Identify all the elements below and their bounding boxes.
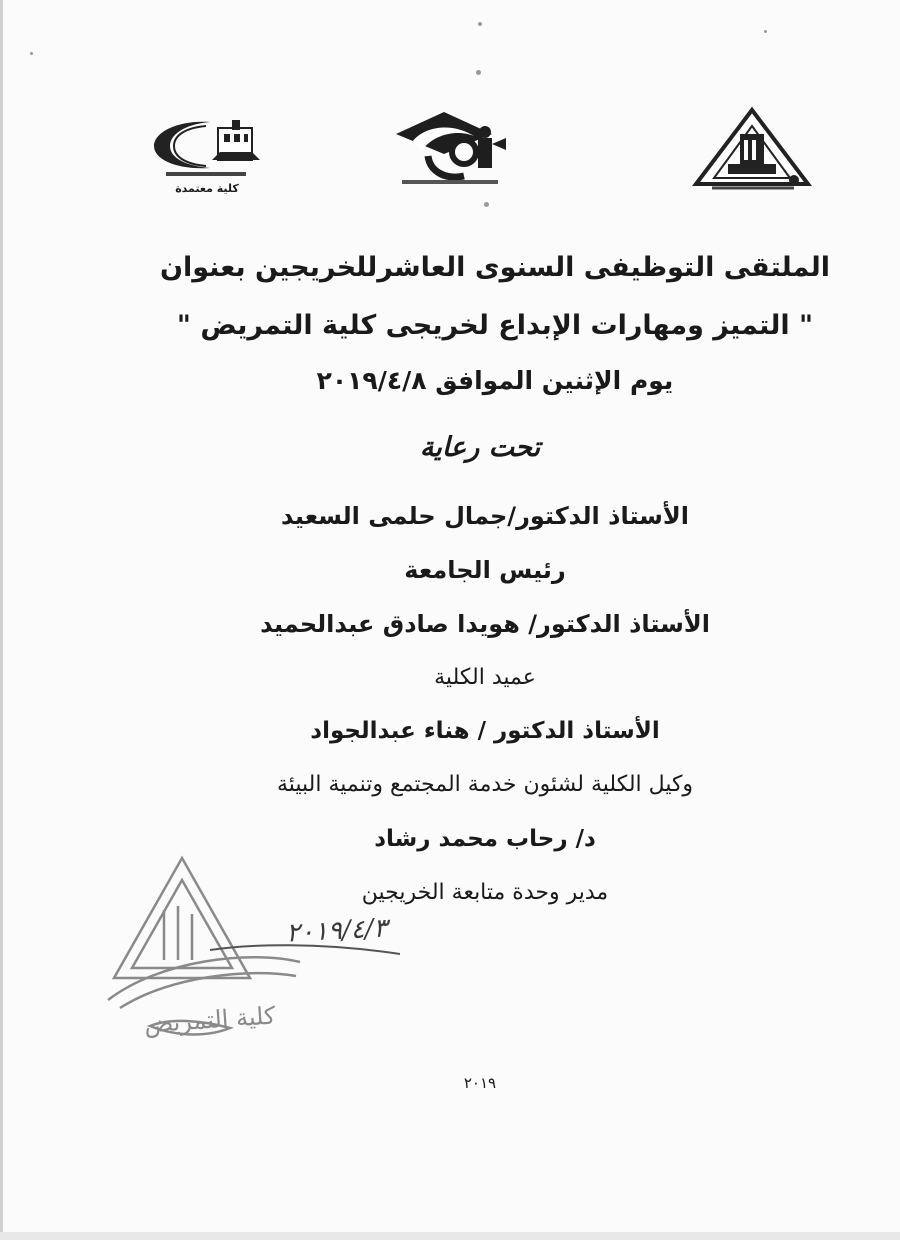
university-logo bbox=[690, 104, 814, 196]
nursing-faculty-logo bbox=[148, 112, 278, 204]
benha-university-triangle-logo-icon bbox=[690, 104, 814, 196]
scan-speck bbox=[30, 52, 33, 55]
scan-speck bbox=[764, 30, 767, 33]
patron-name: الأستاذ الدكتور/ هويدا صادق عبدالحميد bbox=[260, 610, 710, 638]
scan-edge bbox=[0, 1232, 900, 1240]
faculty-stamp bbox=[100, 850, 440, 1050]
footer-year: ٢٠١٩ bbox=[463, 1074, 497, 1092]
accredited-faculty-caption: كلية معتمدة bbox=[175, 182, 239, 195]
event-theme: " التميز ومهارات الإبداع لخريجى كلية التمريض " bbox=[176, 310, 814, 341]
event-title: الملتقى التوظيفى السنوى العاشرللخريجين بعنوان bbox=[159, 252, 831, 283]
patron-role: عميد الكلية bbox=[434, 665, 536, 690]
patron-name: الأستاذ الدكتور/جمال حلمى السعيد bbox=[281, 502, 689, 530]
stamp-handwritten-date: ٢٠١٩/٤/٣ bbox=[285, 913, 389, 949]
patron-name: د/ رحاب محمد رشاد bbox=[374, 826, 596, 852]
patron-role: رئيس الجامعة bbox=[404, 556, 566, 584]
patron-role: وكيل الكلية لشئون خدمة المجتمع وتنمية البيئة bbox=[276, 772, 694, 797]
scan-speck bbox=[484, 202, 489, 207]
patron-role: مدير وحدة متابعة الخريجين bbox=[361, 880, 609, 905]
graduates-unit-logo bbox=[390, 98, 530, 194]
stamp-faculty-text: كلية التمريض bbox=[143, 1001, 277, 1039]
patronage-heading: تحت رعاية bbox=[419, 432, 541, 463]
patron-name: الأستاذ الدكتور / هناء عبدالجواد bbox=[310, 718, 660, 744]
graduates-followup-unit-logo-icon bbox=[390, 98, 530, 194]
event-date: يوم الإثنين الموافق ٢٠١٩/٤/٨ bbox=[316, 366, 674, 395]
scan-speck bbox=[478, 22, 482, 26]
scan-speck bbox=[476, 70, 481, 75]
